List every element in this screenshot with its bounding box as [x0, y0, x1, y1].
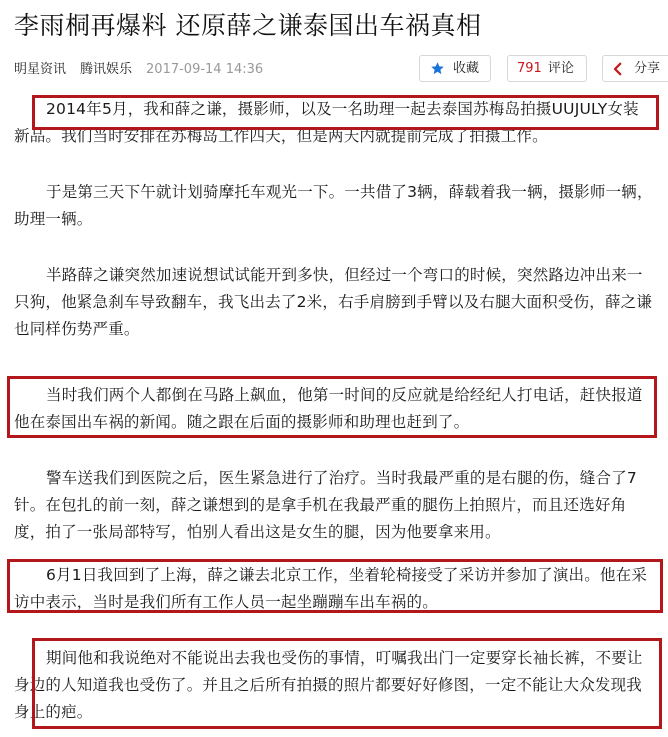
source-primary[interactable]: 明星资讯 [14, 62, 67, 77]
star-icon [430, 61, 445, 76]
paragraph-3: 半路薛之谦突然加速说想试试能开到多快，但经过一个弯口的时候，突然路边冲出来一只狗，他紧急刹车导致翻车，我飞出去了2米，右手肩膀到手臂以及右腿大面积受伤，薛之谦也同样伤势严重。 [14, 266, 653, 338]
paragraph-1: 2014年5月，我和薛之谦，摄影师，以及一名助理一起去泰国苏梅岛拍摄UUJULY女装新品。我们当时安排在苏梅岛工作四天，但是两天内就提前完成了拍摄工作。 [14, 100, 639, 145]
collect-button[interactable] [419, 55, 491, 82]
article-meta [14, 60, 263, 80]
share-label: 分享 [634, 61, 661, 76]
share-button[interactable] [602, 55, 668, 82]
source-secondary[interactable]: 腾讯娱乐 [80, 62, 133, 77]
paragraph-5: 警车送我们到医院之后，医生紧急进行了治疗。当时我最严重的是右腿的伤，缝合了7针。在包扎的前一刻，薛之谦想到的是拿手机在我最严重的腿伤上拍照片，而且还选好角度，拍了一张局部特写，怕别人看出这是女生的腿，因为他要拿来用。 [14, 469, 637, 541]
article-headline: 李雨桐再爆料 还原薛之谦泰国出车祸真相 [14, 11, 482, 40]
comment-label: 评论 [547, 61, 574, 76]
collect-label: 收藏 [453, 61, 480, 76]
paragraph-2: 于是第三天下午就计划骑摩托车观光一下。一共借了3辆，薛载着我一辆，摄影师一辆，助理一辆。 [14, 183, 653, 228]
comment-button[interactable] [507, 55, 587, 82]
paragraph-6: 6月1日我回到了上海，薛之谦去北京工作，坐着轮椅接受了采访并参加了演出。他在采访中表示，当时是我们所有工作人员一起坐蹦蹦车出车祸的。 [14, 566, 648, 611]
paragraph-7: 期间他和我说绝对不能说出去我也受伤的事情，叮嘱我出门一定要穿长袖长裤，不要让身边的人知道我也受伤了。并且之后所有拍摄的照片都要好好修图，一定不能让大众发现我身上的疤。 [14, 649, 643, 721]
comment-count: 791 [517, 61, 542, 76]
paragraph-4: 当时我们两个人都倒在马路上飙血，他第一时间的反应就是给经纪人打电话，赶快报道他在泰国出车祸的新闻。随之跟在后面的摄影师和助理也赶到了。 [14, 386, 643, 431]
publish-time: 2017-09-14 14:36 [146, 62, 264, 77]
share-icon [612, 62, 625, 76]
